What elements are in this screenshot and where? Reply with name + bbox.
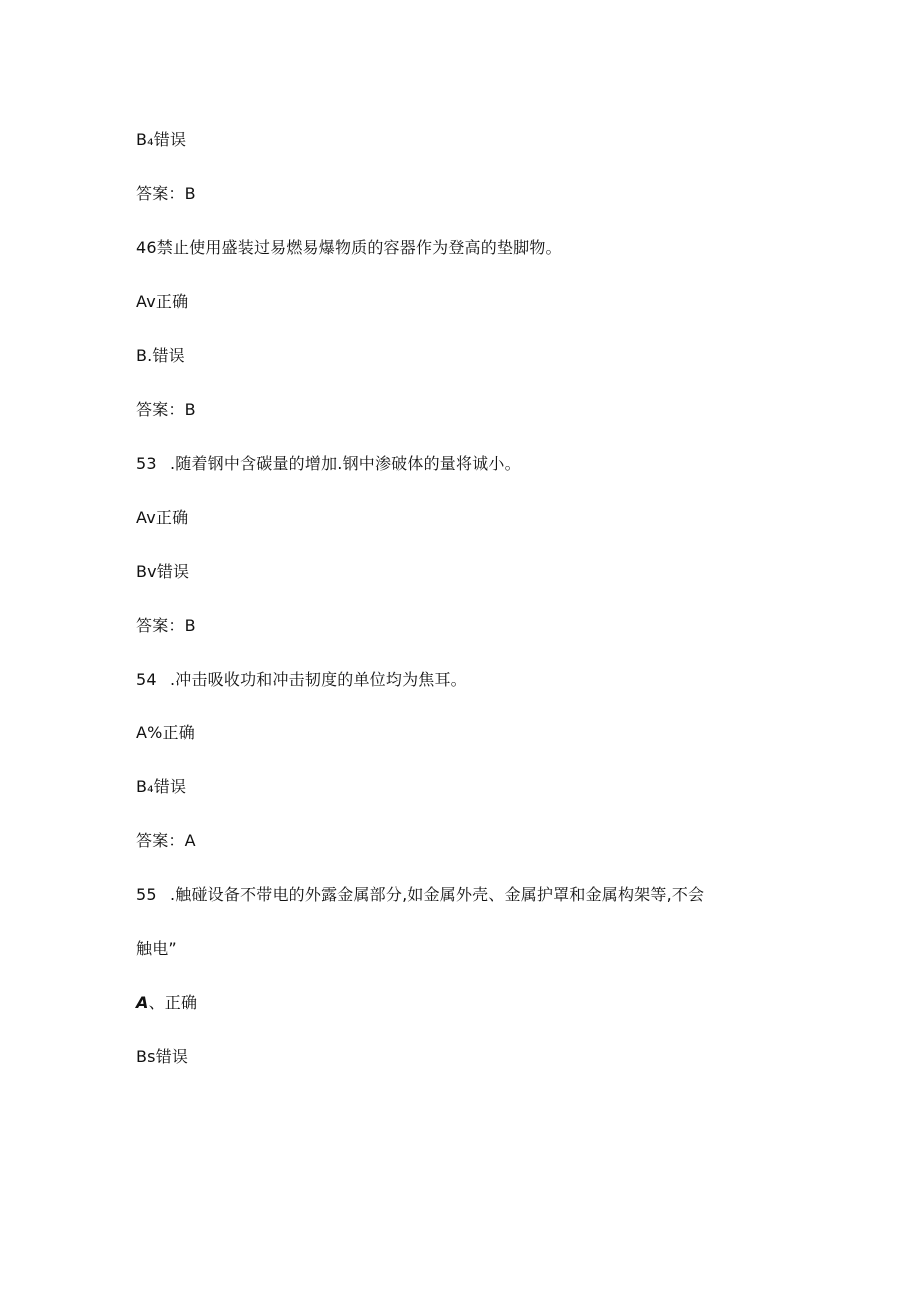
question-number: 54 [136, 670, 157, 689]
question-continuation-line [136, 939, 177, 959]
option-a-line [136, 508, 188, 528]
answer-text: 答案：A [136, 831, 196, 850]
question-text: .随着钢中含碳量的增加.钢中渗破体的量将诚小。 [170, 454, 521, 473]
question-line [136, 885, 704, 905]
option-text: A%正确 [136, 723, 195, 742]
question-text: .冲击吸收功和冲击韧度的单位均为焦耳。 [170, 670, 467, 689]
answer-line [136, 616, 196, 636]
option-text: Av正确 [136, 508, 189, 527]
question-text: .触碰设备不带电的外露金属部分,如金属外壳、金属护罩和金属构架等,不会 [170, 885, 705, 904]
question-number: 55 [136, 885, 157, 904]
option-a-line [136, 993, 197, 1013]
answer-line [136, 400, 196, 420]
option-text: B₄错误 [136, 130, 187, 149]
question-line [136, 454, 521, 474]
option-b-line [136, 346, 185, 366]
option-b-line [136, 130, 186, 150]
option-text: Av正确 [136, 292, 189, 311]
option-text: Bs错误 [136, 1047, 189, 1066]
option-letter: A [136, 993, 149, 1012]
question-line [136, 670, 467, 690]
option-text: Bv错误 [136, 562, 190, 581]
option-a-line [136, 292, 188, 312]
answer-line [136, 184, 196, 204]
option-b-line [136, 1047, 188, 1067]
question-text: 46禁止使用盛装过易燃易爆物质的容器作为登高的垫脚物。 [136, 238, 562, 257]
answer-text: 答案：B [136, 400, 196, 419]
option-b-line [136, 777, 186, 797]
option-b-line [136, 562, 189, 582]
question-text: 触电” [136, 939, 177, 958]
option-text: B.错误 [136, 346, 185, 365]
option-a-line [136, 723, 195, 743]
question-number: 53 [136, 454, 157, 473]
option-text: 、正确 [148, 993, 198, 1012]
answer-text: 答案：B [136, 184, 196, 203]
answer-line [136, 831, 196, 851]
option-text: B₄错误 [136, 777, 187, 796]
question-line [136, 238, 562, 258]
answer-text: 答案：B [136, 616, 196, 635]
